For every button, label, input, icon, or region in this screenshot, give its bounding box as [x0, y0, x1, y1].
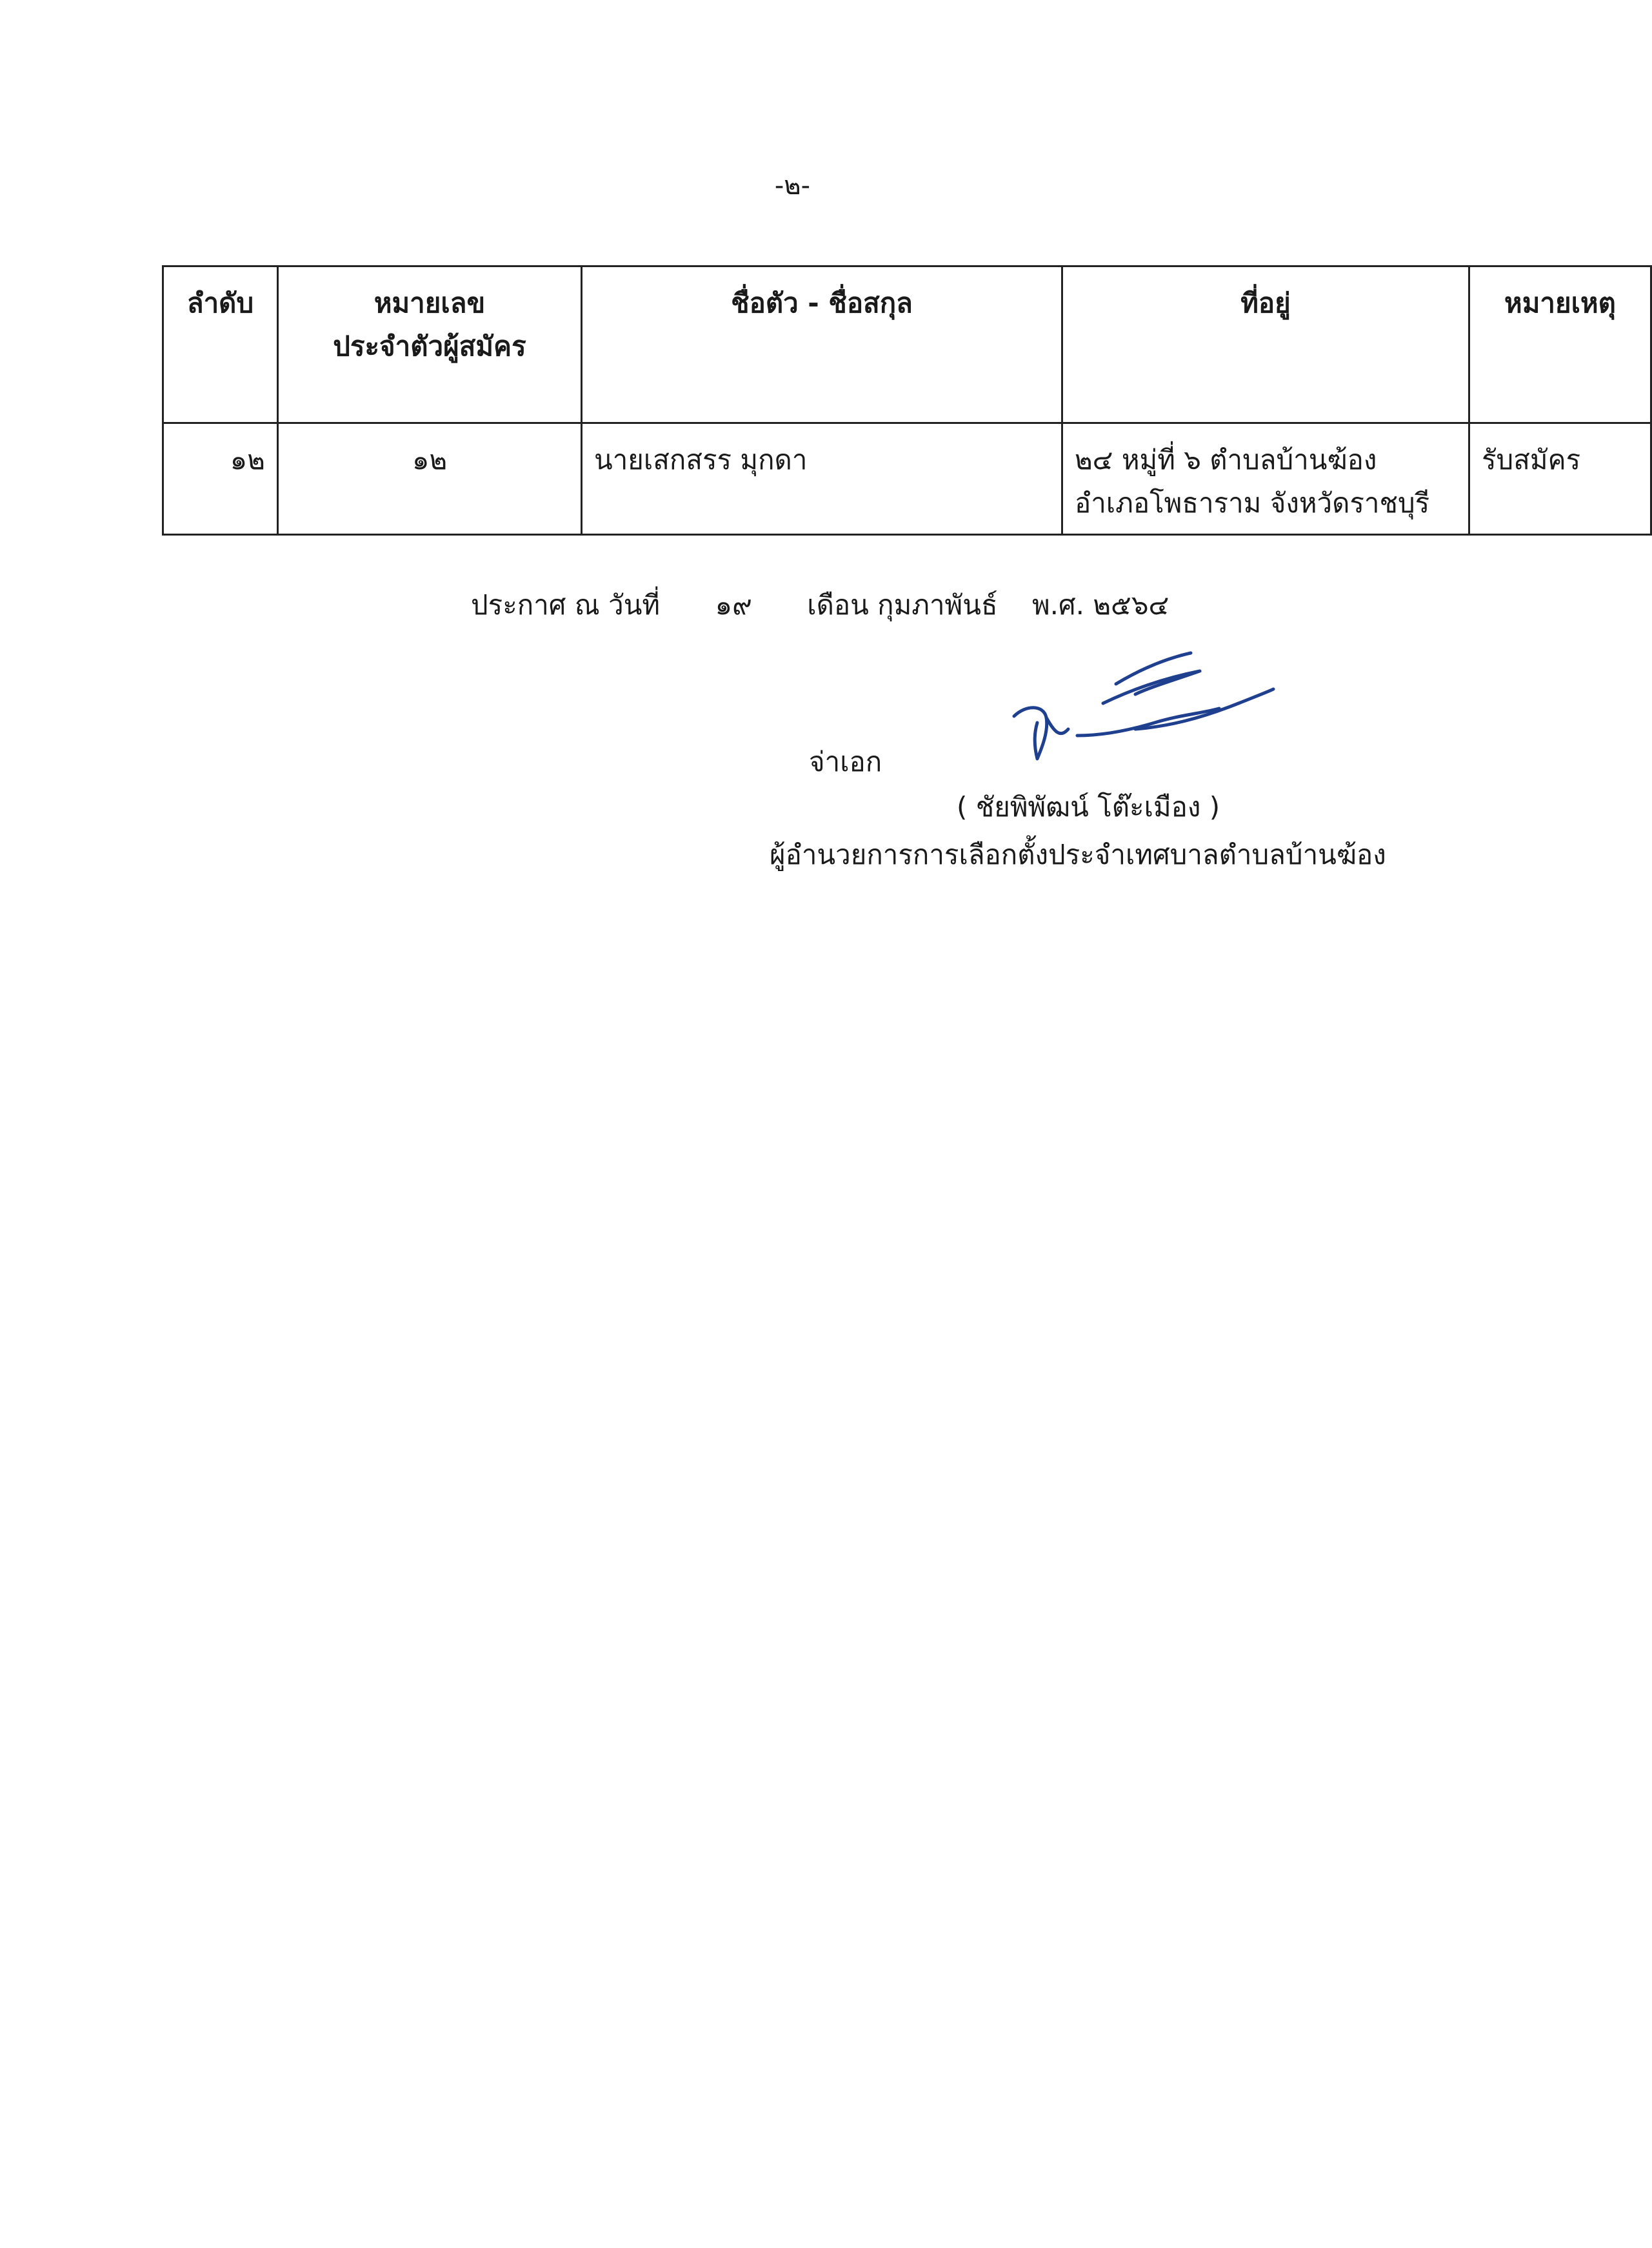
- address-line-2: อำเภอโพธาราม จังหวัดราชบุรี: [1075, 487, 1430, 519]
- page-number: -๒-: [774, 171, 811, 201]
- header-address: ที่อยู่: [1062, 266, 1469, 423]
- header-candidate-id: [278, 266, 582, 423]
- header-name: ชื่อตัว - ชื่อสกุล: [582, 266, 1062, 423]
- announcement-day: ๑๙: [715, 589, 752, 621]
- announcement-month: เดือน กุมภาพันธ์: [807, 589, 998, 621]
- handwritten-signature: [1006, 632, 1277, 761]
- header-note: หมายเหตุ: [1469, 266, 1651, 423]
- cell-address: [1062, 423, 1469, 535]
- signatory-position: ผู้อำนวยการการเลือกตั้งประจำเทศบาลตำบลบ้านฆ้อง: [770, 839, 1386, 870]
- announcement-date: [471, 584, 1169, 627]
- cell-name: นายเสกสรร มุกดา: [582, 423, 1062, 535]
- cell-candidate-id: ๑๒: [278, 423, 582, 535]
- announcement-year: พ.ศ. ๒๕๖๔: [1031, 589, 1169, 621]
- table-row: [163, 423, 1651, 535]
- header-candidate-id-line1: หมายเลข: [373, 287, 486, 319]
- signatory-rank: จ่าเอก: [809, 746, 882, 778]
- candidate-table: [162, 265, 1652, 536]
- signatory-name: ( ชัยพิพัฒน์ โต๊ะเมือง ): [957, 791, 1220, 823]
- header-seq: ลำดับ: [163, 266, 278, 423]
- table-header-row: [163, 266, 1651, 423]
- address-line-1: ๒๔ หมู่ที่ ๖ ตำบลบ้านฆ้อง: [1075, 444, 1377, 476]
- cell-note: รับสมัคร: [1469, 423, 1651, 535]
- announcement-prefix: ประกาศ ณ วันที่: [471, 589, 661, 621]
- header-candidate-id-line2: ประจำตัวผู้สมัคร: [333, 330, 526, 363]
- cell-seq: ๑๒: [163, 423, 278, 535]
